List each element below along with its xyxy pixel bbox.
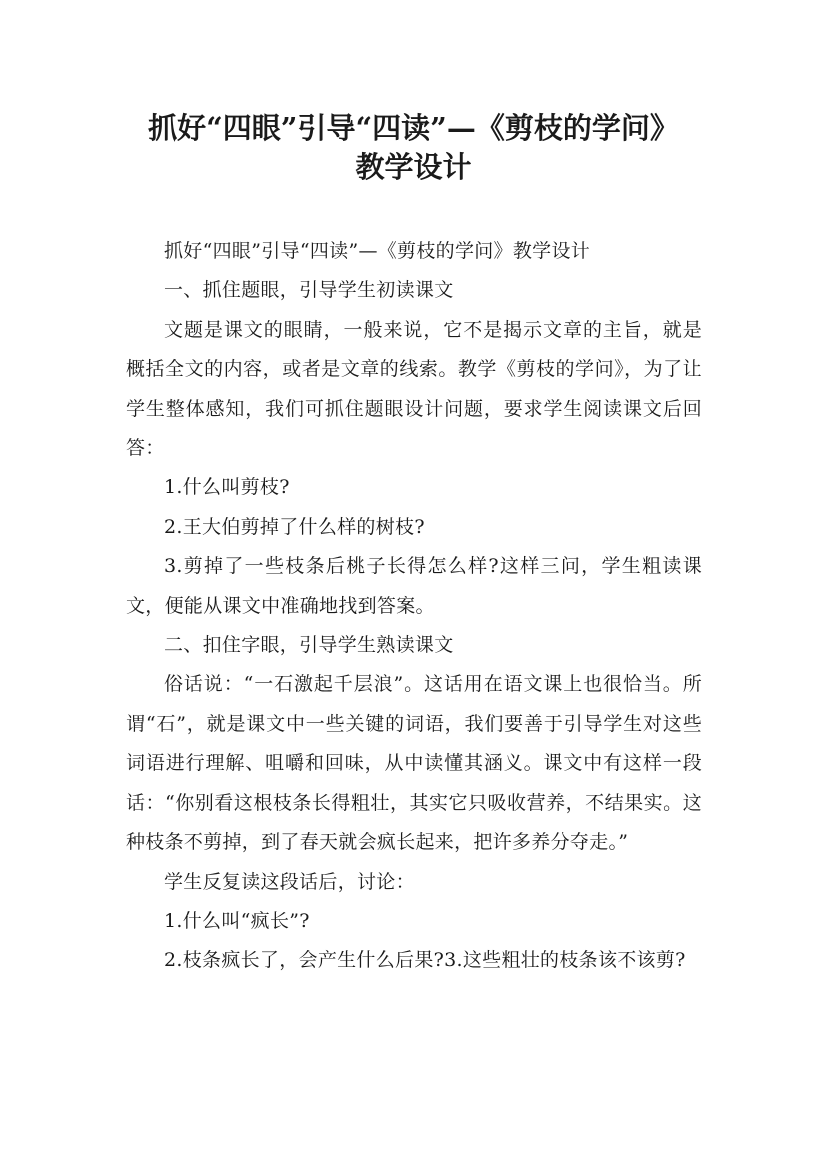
- question-item: 1.什么叫“疯长”?: [164, 909, 310, 932]
- question-item: 1.什么叫剪枝?: [164, 476, 290, 499]
- document-body: [126, 232, 702, 981]
- document-title-line2: 教学设计: [355, 150, 472, 184]
- paragraph: 文题是课文的眼睛，一般来说，它不是揭示文章的主旨，就是概括全文的内容，或者是文章的线索。教学《剪枝的学问》，为了让学生整体感知，我们可抓住题眼设计问题，要求学生阅读课文后回答：: [126, 318, 702, 460]
- question-item: 3.剪掉了一些枝条后桃子长得怎么样?这样三问，学生粗读课文，便能从课文中准确地找到答案。: [126, 555, 702, 617]
- document-title-line1: 抓好“四眼”引导“四读”—《剪枝的学问》: [148, 111, 679, 145]
- question-item: 2.王大伯剪掉了什么样的树枝?: [164, 515, 425, 538]
- paragraph-subtitle: 抓好“四眼”引导“四读”—《剪枝的学问》教学设计: [164, 240, 591, 262]
- paragraph: 学生反复读这段话后，讨论：: [164, 870, 415, 893]
- section-heading-2: 二、扣住字眼，引导学生熟读课文: [164, 634, 454, 657]
- question-item: 2.枝条疯长了，会产生什么后果?3.这些粗壮的枝条该不该剪?: [164, 949, 686, 972]
- paragraph: 俗话说：“一石激起千层浪”。这话用在语文课上也很恰当。所谓“石”，就是课文中一些关键的词语，我们要善于引导学生对这些词语进行理解、咀嚼和回味，从中读懂其涵义。课文中有这样一段话：“你别看这根枝条长得粗壮，其实它只吸收营养，不结果实。这种枝条不剪掉，到了春天就会疯长起来，把许多养分夺走。”: [126, 673, 702, 854]
- section-heading-1: 一、抓住题眼，引导学生初读课文: [164, 279, 454, 302]
